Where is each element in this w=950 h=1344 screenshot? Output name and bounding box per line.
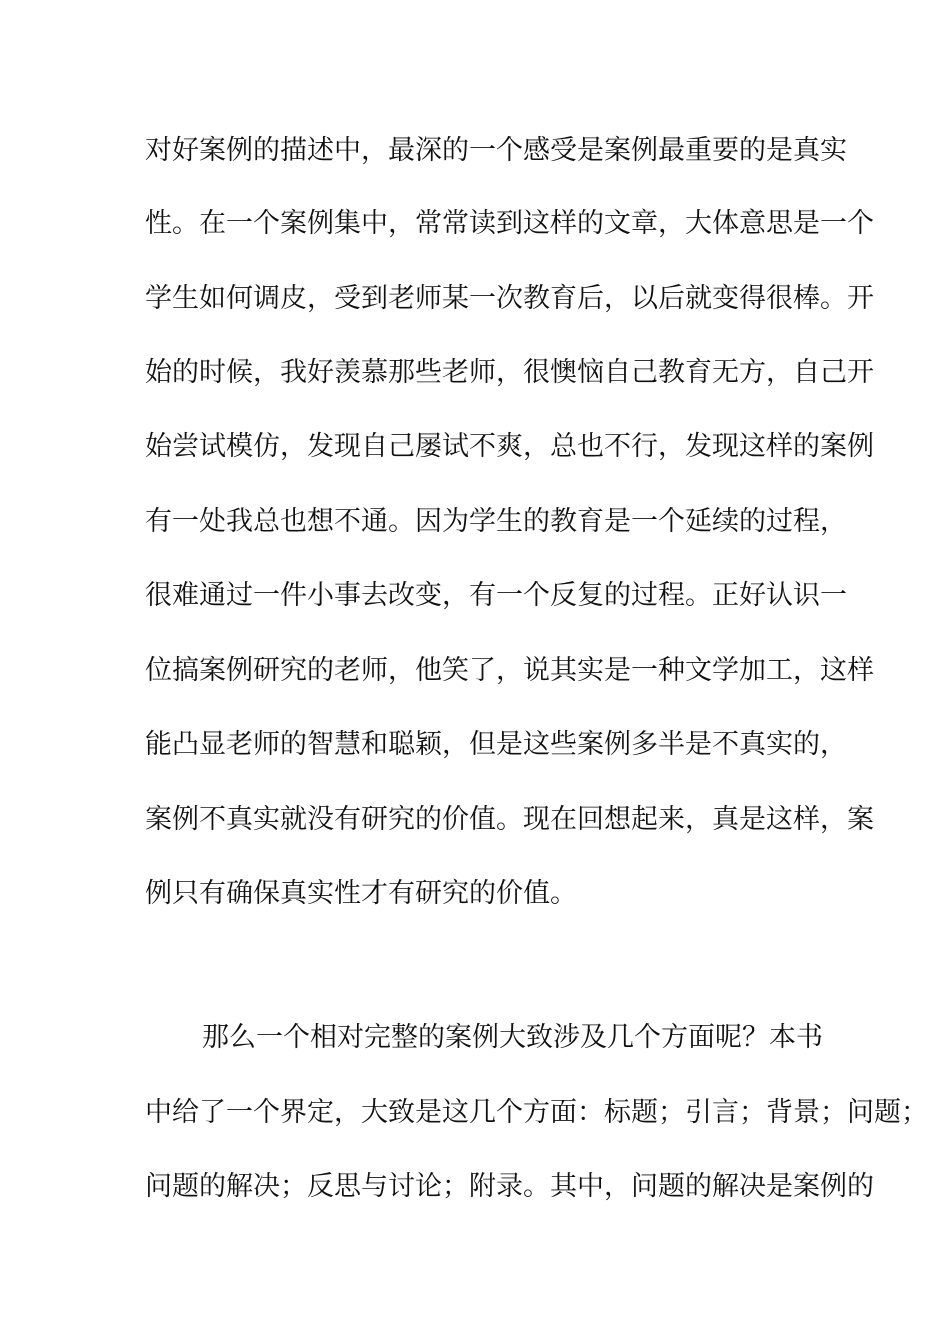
paragraph-2-line-1: 那么一个相对完整的案例大致涉及几个方面呢？本书 bbox=[202, 1022, 823, 1053]
paragraph-1-line-7: 很难通过一件小事去改变，有一个反复的过程。正好认识一 bbox=[145, 580, 847, 611]
paragraph-1-line-11: 例只有确保真实性才有研究的价值。 bbox=[145, 878, 577, 909]
paragraph-1-line-5: 始尝试模仿，发现自己屡试不爽，总也不行，发现这样的案例 bbox=[145, 431, 874, 462]
paragraph-1-line-1: 对好案例的描述中，最深的一个感受是案例最重要的是真实 bbox=[145, 135, 847, 166]
paragraph-2-line-2: 中给了一个界定，大致是这几个方面：标题；引言；背景；问题； bbox=[145, 1097, 928, 1128]
paragraph-1-line-4: 始的时候，我好羡慕那些老师，很懊恼自己教育无方，自己开 bbox=[145, 357, 874, 388]
paragraph-1-line-9: 能凸显老师的智慧和聪颖，但是这些案例多半是不真实的， bbox=[145, 729, 847, 760]
paragraph-2-line-3: 问题的解决；反思与讨论；附录。其中，问题的解决是案例的 bbox=[145, 1171, 874, 1202]
paragraph-1-line-3: 学生如何调皮，受到老师某一次教育后，以后就变得很棒。开 bbox=[145, 283, 874, 314]
paragraph-1-line-8: 位搞案例研究的老师，他笑了，说其实是一种文学加工，这样 bbox=[145, 655, 874, 686]
paragraph-1-line-6: 有一处我总也想不通。因为学生的教育是一个延续的过程， bbox=[145, 506, 847, 537]
paragraph-1-line-10: 案例不真实就没有研究的价值。现在回想起来，真是这样，案 bbox=[145, 804, 874, 835]
paragraph-1-line-2: 性。在一个案例集中，常常读到这样的文章，大体意思是一个 bbox=[145, 208, 874, 239]
